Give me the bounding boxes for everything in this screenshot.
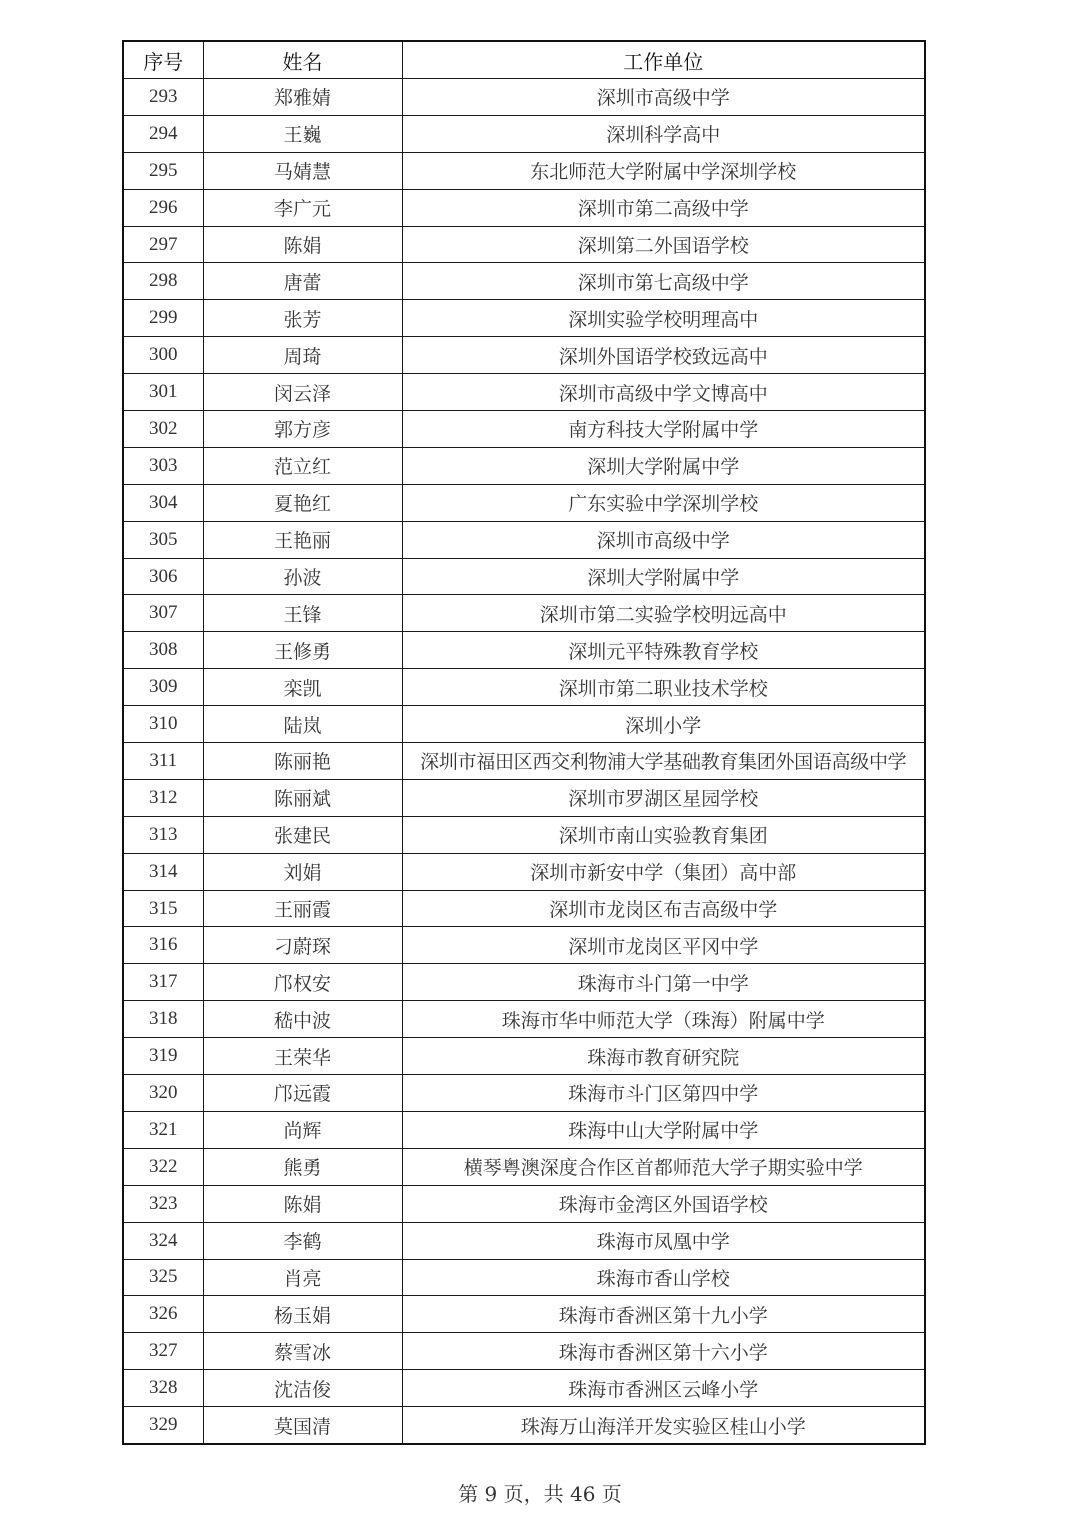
- name-cell: 唐蕾: [203, 263, 402, 300]
- work-unit-cell: 深圳市第二高级中学: [402, 189, 925, 226]
- name-cell: 王修勇: [203, 632, 402, 669]
- name-cell: 陈丽艳: [203, 743, 402, 780]
- name-cell: 周琦: [203, 337, 402, 374]
- table-body: [123, 79, 925, 1444]
- name-cell: 陈娟: [203, 226, 402, 263]
- table-row: [123, 1333, 925, 1370]
- table-row: [123, 226, 925, 263]
- serial-number-cell: 294: [123, 115, 203, 152]
- serial-number-cell: 322: [123, 1148, 203, 1185]
- serial-number-cell: 316: [123, 927, 203, 964]
- serial-number-cell: 311: [123, 743, 203, 780]
- work-unit-cell: 深圳科学高中: [402, 115, 925, 152]
- serial-number-cell: 305: [123, 521, 203, 558]
- name-cell: 郑雅婧: [203, 79, 402, 116]
- serial-number-cell: 307: [123, 595, 203, 632]
- name-cell: 张芳: [203, 300, 402, 337]
- table-row: [123, 1407, 925, 1444]
- serial-number-cell: 328: [123, 1370, 203, 1407]
- serial-number-cell: 302: [123, 411, 203, 448]
- serial-number-cell: 296: [123, 189, 203, 226]
- table-row: [123, 79, 925, 116]
- name-cell: 马婧慧: [203, 152, 402, 189]
- work-unit-cell: 深圳市福田区西交利物浦大学基础教育集团外国语高级中学: [402, 743, 925, 780]
- name-cell: 栾凯: [203, 669, 402, 706]
- name-cell: 陈丽斌: [203, 779, 402, 816]
- serial-number-cell: 327: [123, 1333, 203, 1370]
- name-cell: 尚辉: [203, 1111, 402, 1148]
- table-row: [123, 1075, 925, 1112]
- name-cell: 张建民: [203, 816, 402, 853]
- header-name: 姓名: [203, 41, 402, 79]
- work-unit-cell: 珠海市香洲区云峰小学: [402, 1370, 925, 1407]
- work-unit-cell: 深圳市第二职业技术学校: [402, 669, 925, 706]
- name-cell: 王锋: [203, 595, 402, 632]
- work-unit-cell: 深圳大学附属中学: [402, 558, 925, 595]
- name-cell: 王巍: [203, 115, 402, 152]
- name-cell: 王荣华: [203, 1038, 402, 1075]
- work-unit-cell: 深圳市第二实验学校明远高中: [402, 595, 925, 632]
- name-cell: 王艳丽: [203, 521, 402, 558]
- serial-number-cell: 300: [123, 337, 203, 374]
- roster-table: [122, 40, 926, 1445]
- serial-number-cell: 310: [123, 706, 203, 743]
- name-cell: 范立红: [203, 447, 402, 484]
- serial-number-cell: 319: [123, 1038, 203, 1075]
- table-row: [123, 263, 925, 300]
- name-cell: 熊勇: [203, 1148, 402, 1185]
- name-cell: 闵云泽: [203, 374, 402, 411]
- work-unit-cell: 珠海市斗门第一中学: [402, 964, 925, 1001]
- table-row: [123, 374, 925, 411]
- work-unit-cell: 珠海市香山学校: [402, 1259, 925, 1296]
- serial-number-cell: 312: [123, 779, 203, 816]
- table-row: [123, 484, 925, 521]
- work-unit-cell: 深圳市新安中学（集团）高中部: [402, 853, 925, 890]
- table-row: [123, 1148, 925, 1185]
- serial-number-cell: 329: [123, 1407, 203, 1444]
- table-row: [123, 521, 925, 558]
- work-unit-cell: 珠海市凤凰中学: [402, 1222, 925, 1259]
- name-cell: 李鹤: [203, 1222, 402, 1259]
- work-unit-cell: 横琴粤澳深度合作区首都师范大学子期实验中学: [402, 1148, 925, 1185]
- serial-number-cell: 308: [123, 632, 203, 669]
- table-row: [123, 853, 925, 890]
- work-unit-cell: 珠海市香洲区第十六小学: [402, 1333, 925, 1370]
- work-unit-cell: 珠海市金湾区外国语学校: [402, 1185, 925, 1222]
- work-unit-cell: 深圳市第七高级中学: [402, 263, 925, 300]
- serial-number-cell: 299: [123, 300, 203, 337]
- work-unit-cell: 珠海市华中师范大学（珠海）附属中学: [402, 1001, 925, 1038]
- name-cell: 郭方彦: [203, 411, 402, 448]
- name-cell: 嵇中波: [203, 1001, 402, 1038]
- name-cell: 杨玉娟: [203, 1296, 402, 1333]
- work-unit-cell: 东北师范大学附属中学深圳学校: [402, 152, 925, 189]
- serial-number-cell: 301: [123, 374, 203, 411]
- table-row: [123, 743, 925, 780]
- table-row: [123, 1038, 925, 1075]
- name-cell: 刘娟: [203, 853, 402, 890]
- table-row: [123, 115, 925, 152]
- table-row: [123, 927, 925, 964]
- serial-number-cell: 293: [123, 79, 203, 116]
- table-row: [123, 152, 925, 189]
- work-unit-cell: 珠海万山海洋开发实验区桂山小学: [402, 1407, 925, 1444]
- serial-number-cell: 298: [123, 263, 203, 300]
- table-row: [123, 632, 925, 669]
- serial-number-cell: 295: [123, 152, 203, 189]
- table-row: [123, 558, 925, 595]
- table-row: [123, 669, 925, 706]
- table-row: [123, 300, 925, 337]
- work-unit-cell: 广东实验中学深圳学校: [402, 484, 925, 521]
- work-unit-cell: 南方科技大学附属中学: [402, 411, 925, 448]
- table-row: [123, 189, 925, 226]
- name-cell: 孙波: [203, 558, 402, 595]
- work-unit-cell: 珠海市教育研究院: [402, 1038, 925, 1075]
- table-row: [123, 964, 925, 1001]
- name-cell: 莫国清: [203, 1407, 402, 1444]
- table-row: [123, 779, 925, 816]
- header-work-unit: 工作单位: [402, 41, 925, 79]
- work-unit-cell: 深圳大学附属中学: [402, 447, 925, 484]
- table-row: [123, 1370, 925, 1407]
- serial-number-cell: 326: [123, 1296, 203, 1333]
- name-cell: 肖亮: [203, 1259, 402, 1296]
- table-row: [123, 706, 925, 743]
- work-unit-cell: 深圳小学: [402, 706, 925, 743]
- serial-number-cell: 309: [123, 669, 203, 706]
- name-cell: 蔡雪冰: [203, 1333, 402, 1370]
- work-unit-cell: 珠海中山大学附属中学: [402, 1111, 925, 1148]
- table-row: [123, 1111, 925, 1148]
- serial-number-cell: 323: [123, 1185, 203, 1222]
- serial-number-cell: 318: [123, 1001, 203, 1038]
- name-cell: 刁蔚琛: [203, 927, 402, 964]
- work-unit-cell: 深圳第二外国语学校: [402, 226, 925, 263]
- table-row: [123, 337, 925, 374]
- serial-number-cell: 297: [123, 226, 203, 263]
- serial-number-cell: 304: [123, 484, 203, 521]
- name-cell: 陆岚: [203, 706, 402, 743]
- serial-number-cell: 320: [123, 1075, 203, 1112]
- work-unit-cell: 深圳市龙岗区平冈中学: [402, 927, 925, 964]
- name-cell: 邝权安: [203, 964, 402, 1001]
- work-unit-cell: 珠海市斗门区第四中学: [402, 1075, 925, 1112]
- work-unit-cell: 深圳外国语学校致远高中: [402, 337, 925, 374]
- name-cell: 王丽霞: [203, 890, 402, 927]
- table-row: [123, 595, 925, 632]
- table-row: [123, 1185, 925, 1222]
- work-unit-cell: 珠海市香洲区第十九小学: [402, 1296, 925, 1333]
- table-row: [123, 1001, 925, 1038]
- table-header-row: [123, 41, 925, 79]
- table-row: [123, 890, 925, 927]
- table-row: [123, 1222, 925, 1259]
- table-row: [123, 1296, 925, 1333]
- work-unit-cell: 深圳元平特殊教育学校: [402, 632, 925, 669]
- header-serial-number: 序号: [123, 41, 203, 79]
- serial-number-cell: 324: [123, 1222, 203, 1259]
- serial-number-cell: 321: [123, 1111, 203, 1148]
- work-unit-cell: 深圳市高级中学: [402, 521, 925, 558]
- table-row: [123, 816, 925, 853]
- serial-number-cell: 317: [123, 964, 203, 1001]
- table-row: [123, 1259, 925, 1296]
- name-cell: 沈洁俊: [203, 1370, 402, 1407]
- name-cell: 夏艳红: [203, 484, 402, 521]
- name-cell: 邝远霞: [203, 1075, 402, 1112]
- work-unit-cell: 深圳市龙岗区布吉高级中学: [402, 890, 925, 927]
- serial-number-cell: 303: [123, 447, 203, 484]
- serial-number-cell: 306: [123, 558, 203, 595]
- work-unit-cell: 深圳实验学校明理高中: [402, 300, 925, 337]
- work-unit-cell: 深圳市高级中学: [402, 79, 925, 116]
- serial-number-cell: 325: [123, 1259, 203, 1296]
- serial-number-cell: 315: [123, 890, 203, 927]
- page-number-footer: 第 9 页，共 46 页: [458, 1482, 622, 1506]
- work-unit-cell: 深圳市高级中学文博高中: [402, 374, 925, 411]
- table-row: [123, 411, 925, 448]
- serial-number-cell: 314: [123, 853, 203, 890]
- work-unit-cell: 深圳市南山实验教育集团: [402, 816, 925, 853]
- name-cell: 李广元: [203, 189, 402, 226]
- table-row: [123, 447, 925, 484]
- work-unit-cell: 深圳市罗湖区星园学校: [402, 779, 925, 816]
- serial-number-cell: 313: [123, 816, 203, 853]
- name-cell: 陈娟: [203, 1185, 402, 1222]
